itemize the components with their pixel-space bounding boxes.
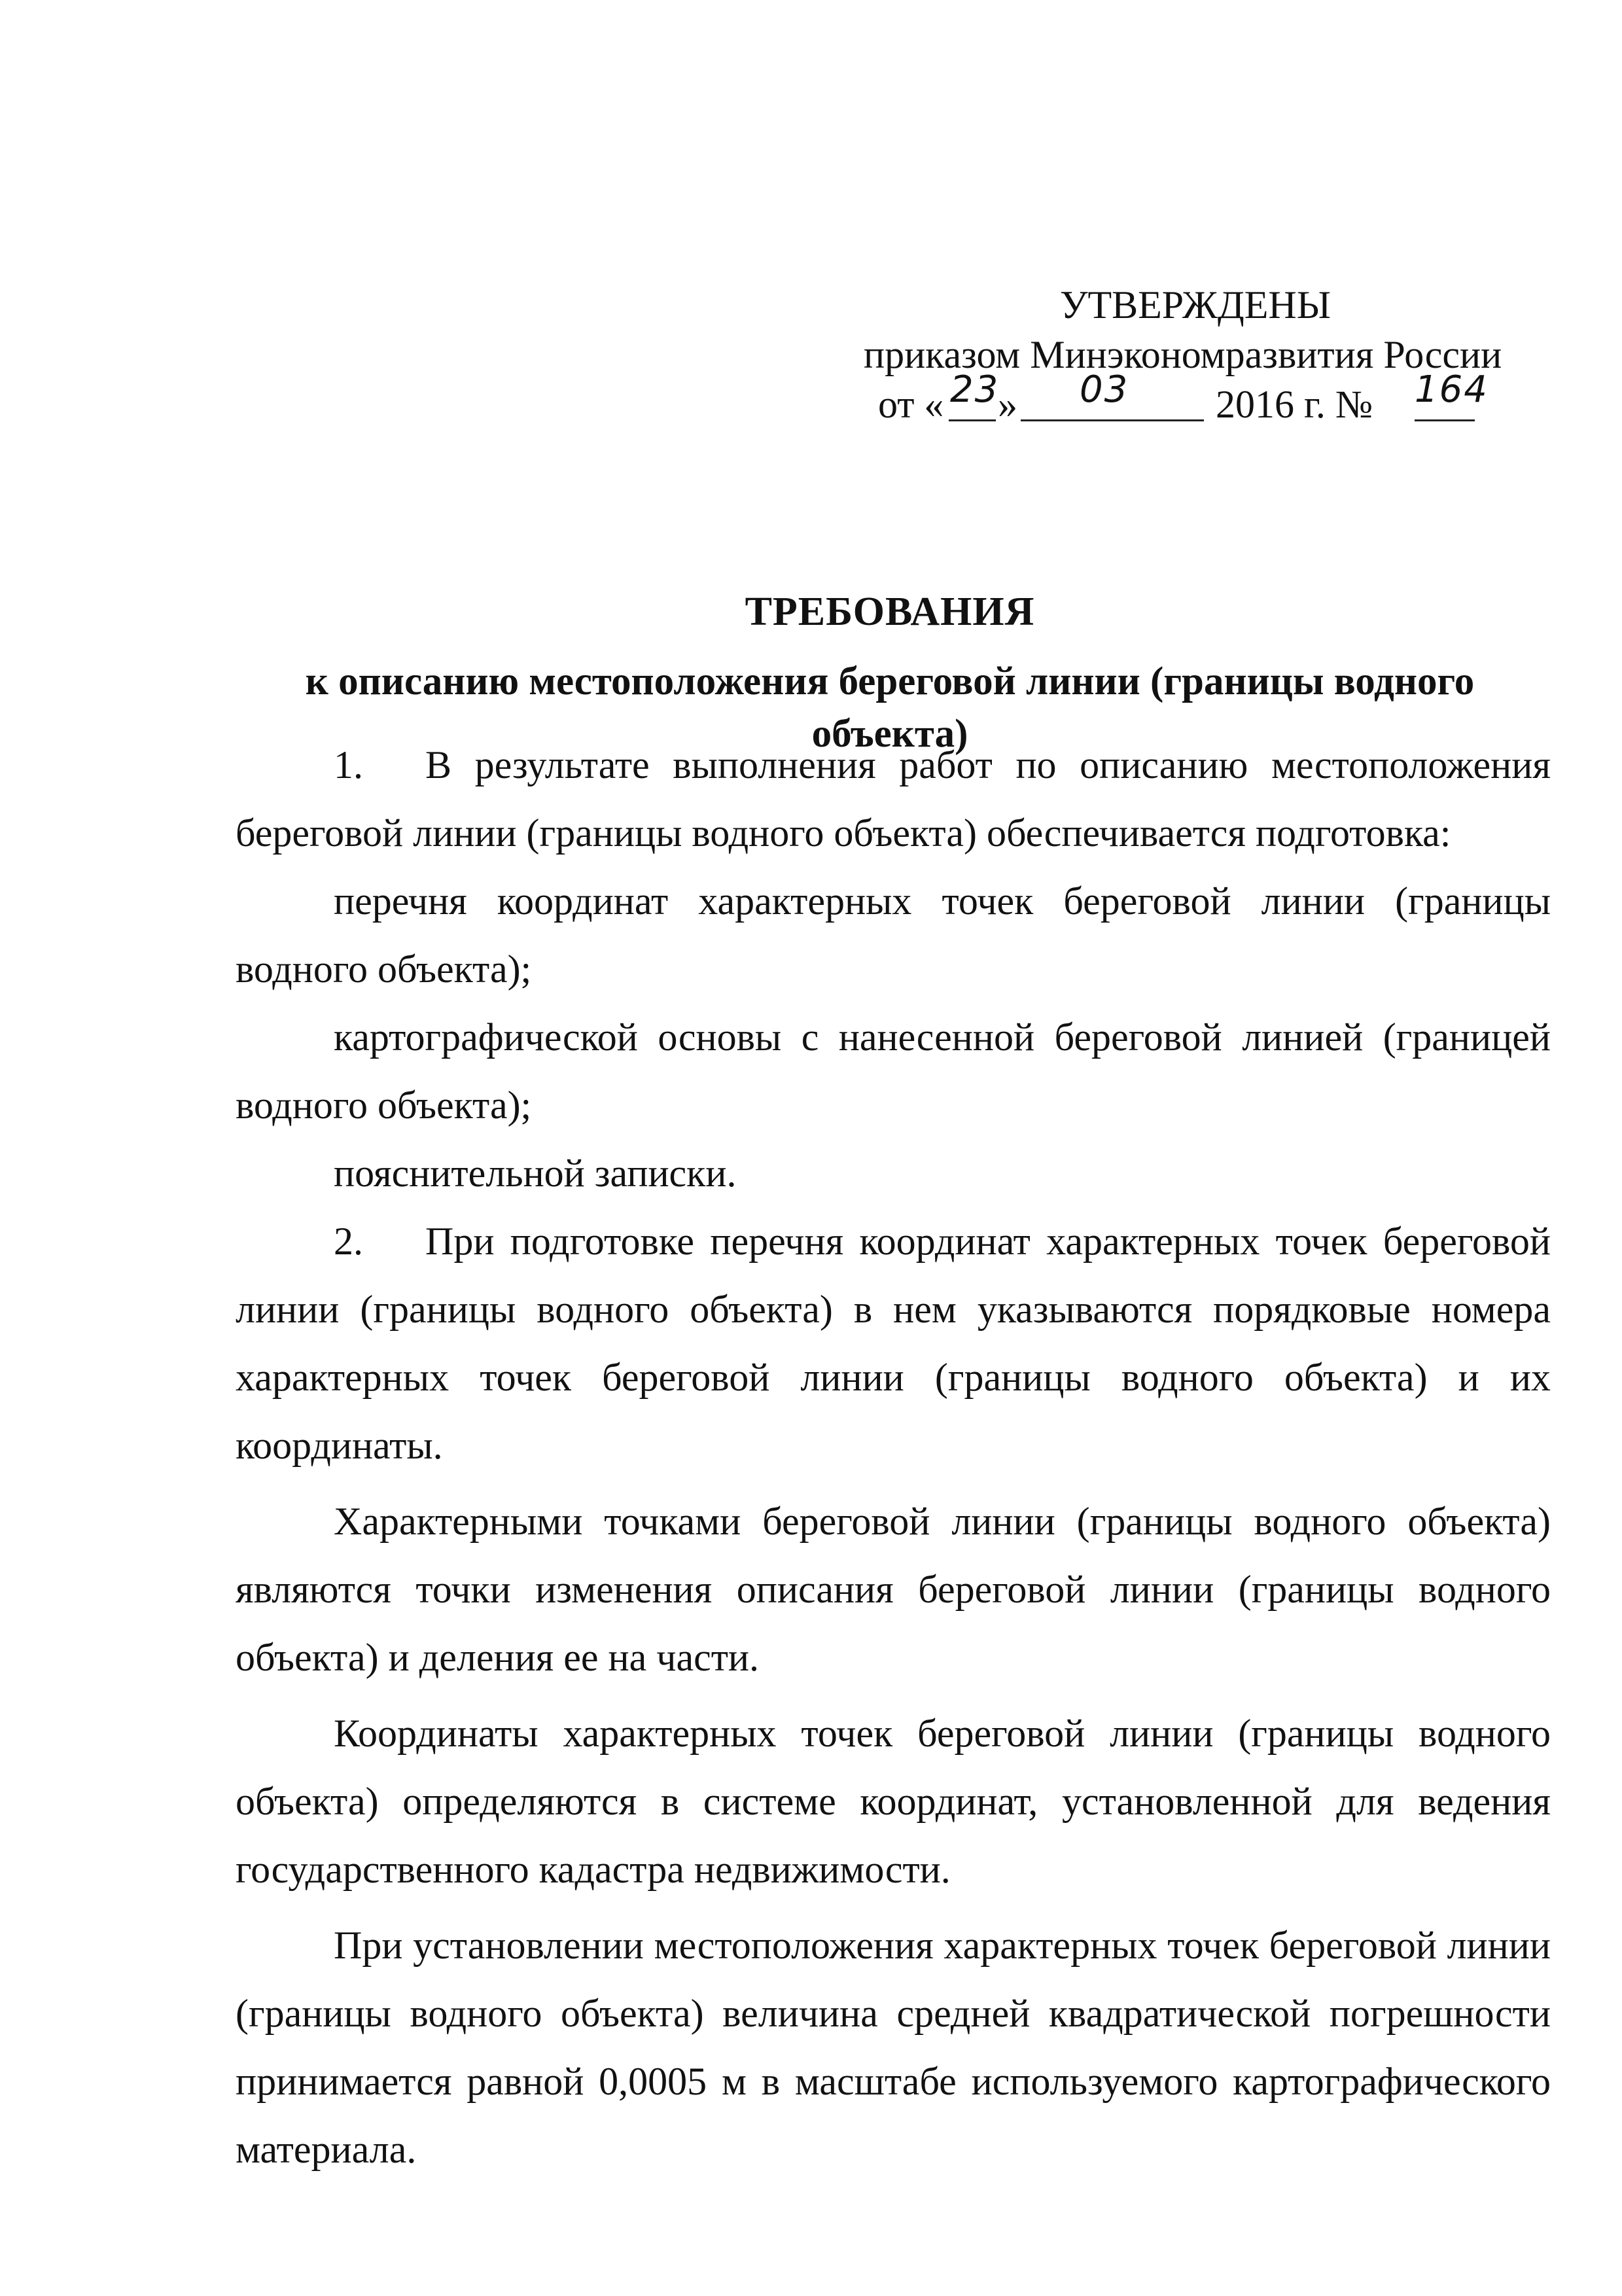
month-underline — [1021, 419, 1204, 421]
list-item: пояснительной записки. — [334, 1152, 737, 1195]
item-1-number: 1. — [334, 743, 363, 786]
approval-dateline — [864, 368, 1531, 429]
number-handwritten: 164 — [1415, 368, 1489, 411]
spacer — [236, 1479, 1551, 1487]
approval-title: УТВЕРЖДЕНЫ — [1060, 283, 1331, 327]
item-2-text: При подготовке перечня координат характерных точек береговой линии (границы водного объекта) в нем указываются порядковые номера характерных точек береговой линии (границы водного объекта) и их координаты. — [236, 1220, 1551, 1467]
item-1-text: В результате выполнения работ по описанию местоположения береговой линии (границы водного объекта) обеспечивается подготовка: — [236, 743, 1551, 855]
item-2 — [236, 1207, 1551, 1479]
list-item: картографической основы с нанесенной береговой линией (границей водного объекта); — [236, 1016, 1551, 1127]
heading-title: ТРЕБОВАНИЯ — [745, 590, 1035, 634]
year-text: 2016 г. № — [1216, 383, 1373, 426]
heading-subtitle: к описанию местоположения береговой линии (границы водного объекта) — [305, 660, 1475, 756]
day-underline — [949, 419, 996, 421]
document-body — [236, 731, 1551, 2183]
paragraph: Характерными точками береговой линии (границы водного объекта) являются точки изменения описания береговой линии (границы водного объекта) и деления ее на части. — [236, 1500, 1551, 1679]
approval-stamp — [864, 280, 1531, 429]
approval-org: приказом Минэкономразвития России — [864, 333, 1502, 376]
date-prefix: от « — [878, 383, 944, 426]
spacer — [236, 1903, 1551, 1911]
day-handwritten: 23 — [950, 368, 1000, 411]
spacer — [236, 1691, 1551, 1699]
month-handwritten: 03 — [1080, 368, 1129, 411]
item-2-number: 2. — [334, 1220, 363, 1263]
date-quote-close: » — [998, 383, 1017, 426]
item-1 — [236, 731, 1551, 867]
number-underline — [1415, 419, 1475, 421]
list-item: перечня координат характерных точек береговой линии (границы водного объекта); — [236, 879, 1551, 991]
paragraph: Координаты характерных точек береговой линии (границы водного объекта) определяются в системе координат, установленной для ведения государственного кадастра недвижимости. — [236, 1712, 1551, 1891]
paragraph: При установлении местоположения характерных точек береговой линии (границы водного объекта) величина средней квадратической погрешности принимается равной 0,0005 м в масштабе используемого картографического материала. — [236, 1924, 1551, 2171]
